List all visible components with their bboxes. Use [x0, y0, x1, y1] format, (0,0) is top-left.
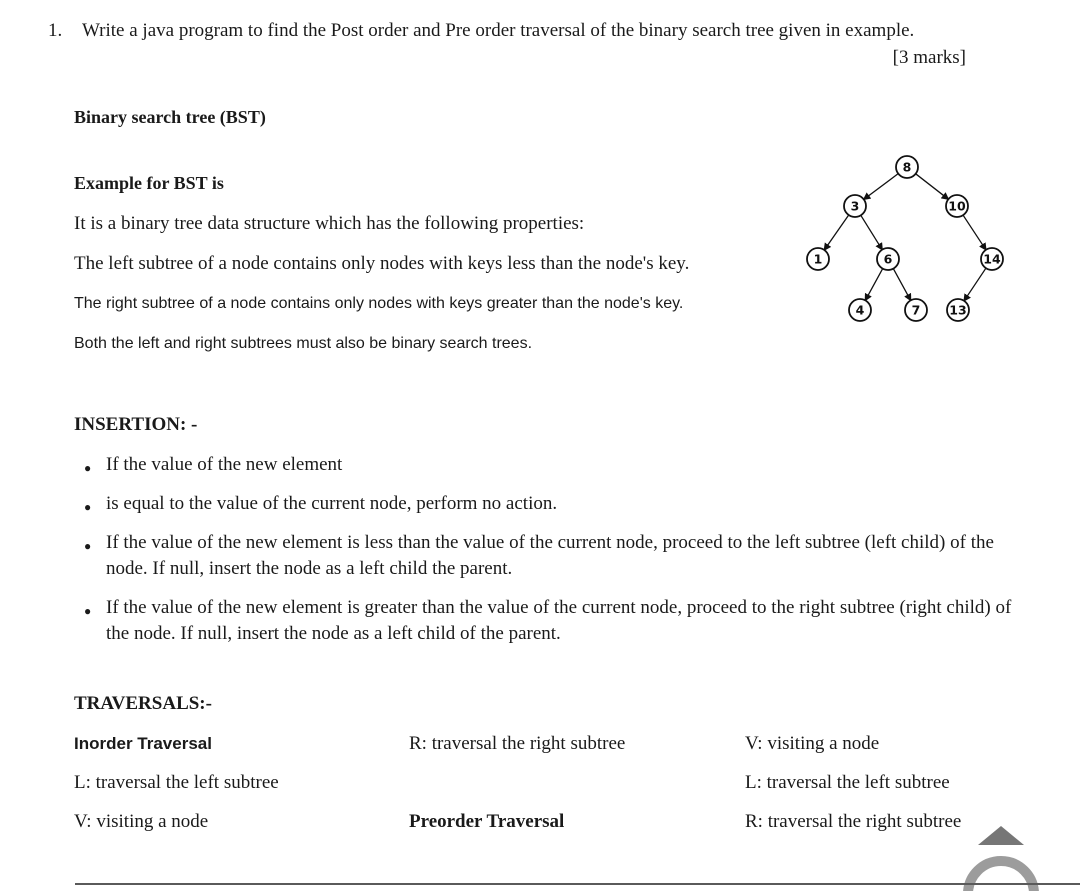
tree-node-label: 6	[883, 251, 893, 267]
bst-property-right: The right subtree of a node contains only nodes with keys greater than the node's key.	[74, 295, 684, 312]
insertion-bullet: ● is equal to the value of the current node, perform no action.	[74, 491, 1014, 517]
traversal-column-1	[74, 731, 409, 848]
tree-edges	[824, 174, 986, 301]
insertion-bullet: ● If the value of the new element is greater than the value of the current node, proceed to the right subtree (right child) of the node. If null, insert the node as a left child of the parent.	[74, 595, 1014, 647]
question-1	[48, 17, 1010, 71]
scroll-up-icon[interactable]	[978, 826, 1024, 845]
traversal-column-2	[409, 731, 745, 848]
traversal-cell: L: traversal the left subtree	[745, 772, 950, 793]
tree-node-label: 3	[850, 198, 860, 214]
tree-node-label: 10	[948, 198, 966, 214]
bst-intro: It is a binary tree data structure which has the following properties:	[74, 213, 585, 234]
bst-heading: Binary search tree (BST)	[74, 107, 266, 127]
tree-node-label: 13	[949, 302, 967, 318]
traversal-cell: L: traversal the left subtree	[74, 772, 279, 793]
scroll-indicator-ring-icon[interactable]	[963, 856, 1039, 891]
insertion-heading: INSERTION: -	[74, 414, 198, 435]
traversal-cell: R: traversal the right subtree	[409, 733, 626, 754]
inorder-label: Inorder Traversal	[74, 734, 212, 753]
bst-property-both: Both the left and right subtrees must also be binary search trees.	[74, 335, 533, 352]
insertion-bullet-list	[74, 452, 1014, 647]
tree-node-label: 14	[983, 251, 1001, 267]
tree-node-label: 1	[813, 251, 823, 267]
traversals-heading: TRAVERSALS:-	[74, 693, 212, 714]
preorder-label: Preorder Traversal	[409, 811, 565, 832]
marks-label: [3 marks]	[892, 47, 966, 68]
traversals-grid	[74, 731, 1080, 848]
question-number: 1.	[48, 20, 63, 41]
page-bottom-divider	[75, 883, 1080, 885]
tree-nodes	[807, 156, 1003, 321]
question-text-block	[82, 17, 1010, 71]
tree-node-label: 8	[902, 159, 912, 175]
tree-node-label: 7	[911, 302, 921, 318]
traversal-cell	[409, 770, 745, 809]
insertion-bullet: ● If the value of the new element	[74, 452, 1014, 478]
question-text: Write a java program to find the Post order and Pre order traversal of the binary search tree given in example.	[82, 20, 915, 41]
traversal-column-3	[745, 731, 1005, 848]
traversal-cell: R: traversal the right subtree	[745, 811, 962, 832]
bst-property-left: The left subtree of a node contains only nodes with keys less than the node's key.	[74, 253, 690, 274]
traversal-cell: V: visiting a node	[745, 733, 880, 754]
bst-diagram	[793, 146, 1025, 328]
traversal-cell: V: visiting a node	[74, 811, 209, 832]
example-heading: Example for BST is	[74, 173, 224, 193]
tree-node-label: 4	[855, 302, 865, 318]
insertion-bullet: ● If the value of the new element is less than the value of the current node, proceed to the left subtree (left child) of the node. If null, insert the node as a left child the parent.	[74, 530, 1014, 582]
